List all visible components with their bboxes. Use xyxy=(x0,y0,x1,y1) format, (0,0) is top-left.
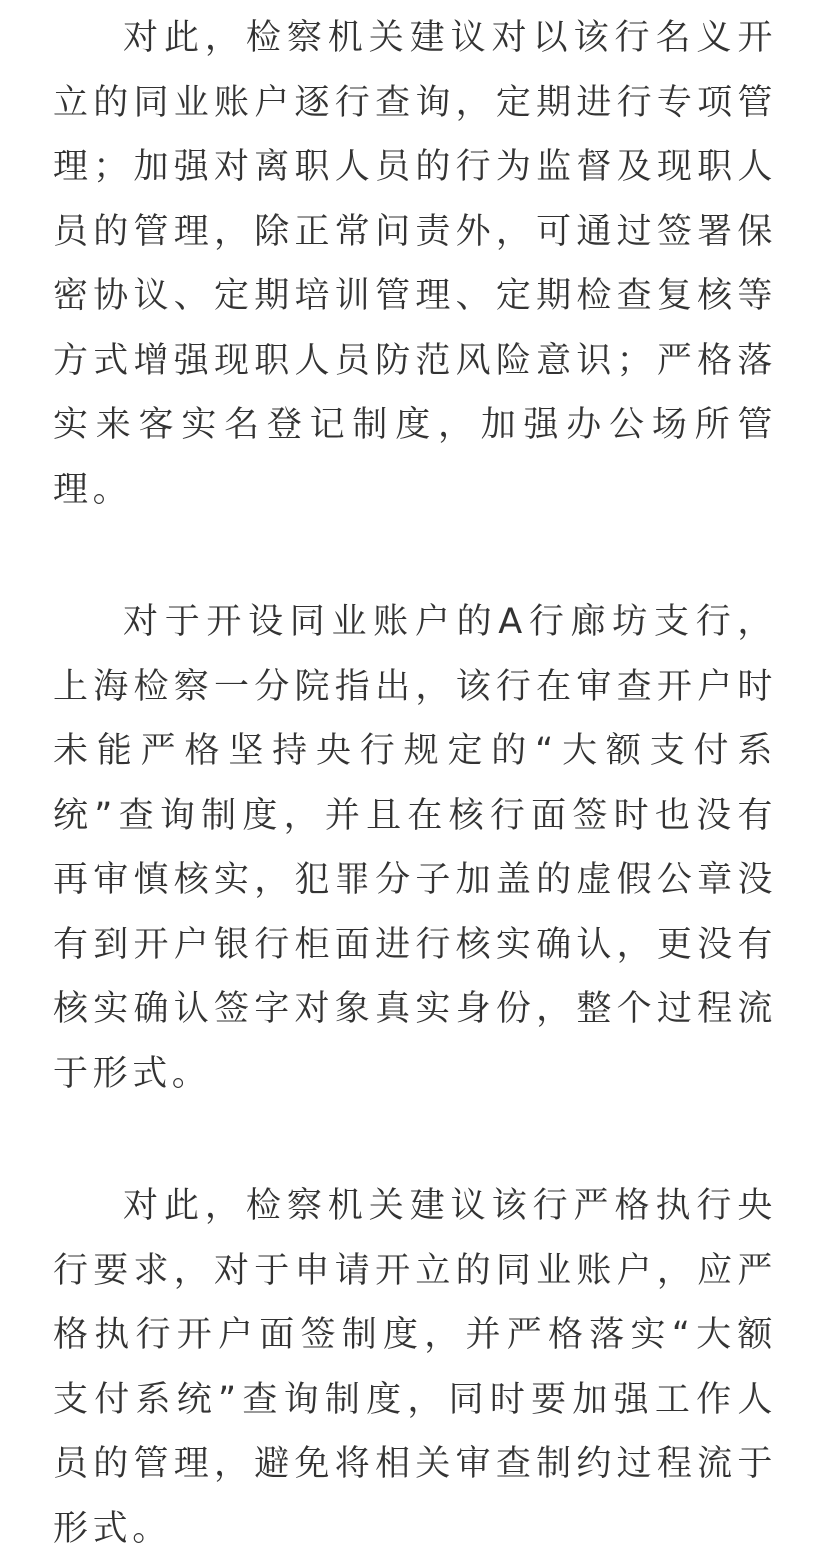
paragraph-spacer xyxy=(53,522,777,590)
paragraph-spacer xyxy=(53,1106,777,1174)
paragraph-1: 对此，检察机关建议对以该行名义开立的同业账户逐行查询，定期进行专项管理；加强对离职人员的行为监督及现职人员的管理，除正常问责外，可通过签署保密协议、定期培训管理、定期检查复核等方式增强现职人员防范风险意识；严格落实来客实名登记制度，加强办公场所管理。 xyxy=(53,18,777,510)
article-body xyxy=(53,6,777,1561)
paragraph-3: 对此，检察机关建议该行严格执行央行要求，对于申请开立的同业账户，应严格执行开户面签制度，并严格落实“大额支付系统”查询制度，同时要加强工作人员的管理，避免将相关审查制约过程流于形式。 xyxy=(53,1186,777,1549)
paragraph-2: 对于开设同业账户的A行廊坊支行，上海检察一分院指出，该行在审查开户时未能严格坚持央行规定的“大额支付系统”查询制度，并且在核行面签时也没有再审慎核实，犯罪分子加盖的虚假公章没有到开户银行柜面进行核实确认，更没有核实确认签字对象真实身份，整个过程流于形式。 xyxy=(53,602,777,1094)
